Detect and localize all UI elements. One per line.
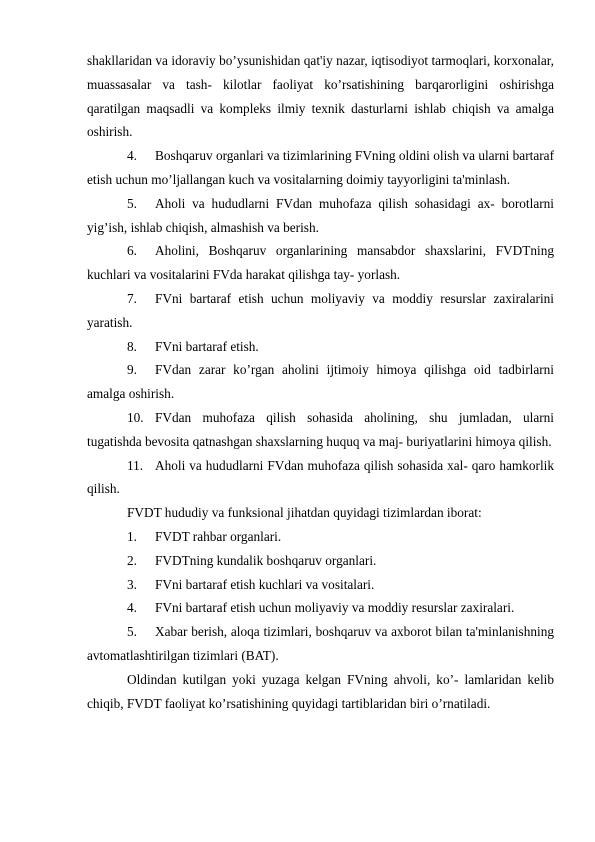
- list-item: [87, 454, 554, 502]
- measures-list: [87, 144, 554, 501]
- list-item-text: FVni bartaraf etish.: [155, 338, 259, 354]
- list-item: [87, 620, 554, 668]
- structure-paragraph: FVDT hududiy va funksional jihatdan quyidagi tizimlardan iborat:: [127, 505, 482, 521]
- list-item-number: 10.: [127, 409, 144, 425]
- document-body: [87, 49, 554, 715]
- list-item-text: Boshqaruv organlari va tizimlarining FVning oldini olish va ularni bartaraf etish uchun mo’ljallangan kuch va vositalarning doimiy tayyorligini ta'minlash.: [87, 148, 554, 187]
- list-item-text: Aholi va hududlarni FVdan muhofaza qilish sohasida xal- qaro hamkorlik qilish.: [87, 457, 554, 497]
- list-item-text: FVni bartaraf etish uchun moliyaviy va moddiy resurslar zaxiralari.: [155, 600, 515, 616]
- list-item: [87, 287, 554, 335]
- list-item-text: Aholi va hududlarni FVdan muhofaza qilish sohasidagi ax- borotlarni yig’ish, ishlab chiqish, almashish va berish.: [87, 195, 554, 235]
- list-item-number: 8.: [127, 338, 137, 354]
- list-item: [87, 596, 554, 620]
- list-item: [87, 192, 554, 240]
- list-item: [87, 525, 554, 549]
- list-item-number: 4.: [127, 148, 137, 164]
- list-item-number: 1.: [127, 528, 137, 544]
- list-item: [87, 406, 554, 454]
- list-item-text: FVDTning kundalik boshqaruv organlari.: [155, 552, 377, 568]
- list-item-number: 11.: [127, 457, 144, 473]
- list-item-number: 7.: [127, 290, 137, 306]
- closing-paragraph: Oldindan kutilgan yoki yuzaga kelgan FVning ahvoli, ko’- lamlaridan kelib chiqib, FVDT faoliyat ko’rsatishining quyidagi tartiblaridan biri o’rnatiladi.: [87, 671, 554, 711]
- list-item-number: 3.: [127, 576, 137, 592]
- list-item-text: FVdan muhofaza qilish sohasida aholining, shu jumladan, ularni tugatishda bevosita qatnashgan shaxslarning huquq va maj- buriyatlarini himoya qilish.: [87, 409, 554, 449]
- list-item-number: 5.: [127, 624, 137, 640]
- list-item-text: FVni bartaraf etish uchun moliyaviy va moddiy resurslar zaxiralarini yaratish.: [87, 290, 554, 330]
- list-item-text: Aholini, Boshqaruv organlarining mansabdor shaxslarini, FVDTning kuchlari va vositalarini FVda harakat qilishga tay- yorlash.: [87, 243, 554, 283]
- list-item-text: FVni bartaraf etish kuchlari va vositalari.: [155, 576, 375, 592]
- list-item-number: 6.: [127, 243, 137, 259]
- list-item: [87, 239, 554, 287]
- list-item-text: FVDT rahbar organlari.: [155, 528, 282, 544]
- list-item-text: Xabar berish, aloqa tizimlari, boshqaruv va axborot bilan ta'minlanishning avtomatlashtirilgan tizimlari (BAT).: [87, 624, 554, 663]
- list-item-number: 4.: [127, 600, 137, 616]
- list-item: [87, 144, 554, 192]
- list-item-number: 5.: [127, 195, 137, 211]
- list-item-text: FVdan zarar ko’rgan aholini ijtimoiy himoya qilishga oid tadbirlarni amalga oshirish.: [87, 362, 554, 402]
- list-item: [87, 335, 554, 359]
- subsystems-list: [87, 525, 554, 668]
- list-item: [87, 549, 554, 573]
- list-item: [87, 573, 554, 597]
- intro-paragraph: shakllaridan va idoraviy bo’ysunishidan qat'iy nazar, iqtisodiyot tarmoqlari, korxonalar, muassasalar va tash- kilotlar faoliyat ko’rsatishining barqarorligini oshirishga qaratilgan maqsadli va kompleks ilmiy texnik dasturlarni ishlab chiqish va amalga oshirish.: [87, 53, 554, 140]
- list-item-number: 2.: [127, 552, 137, 568]
- list-item: [87, 358, 554, 406]
- list-item-number: 9.: [127, 362, 137, 378]
